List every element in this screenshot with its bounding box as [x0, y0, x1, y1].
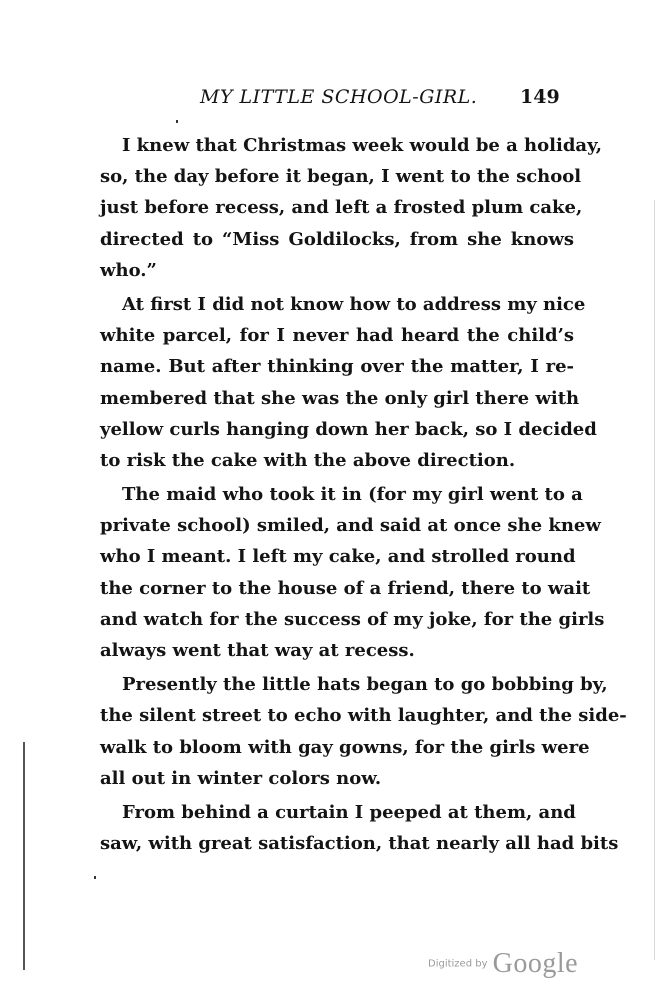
scan-margin-line — [23, 742, 25, 970]
text-line: At first I did not know how to address my nice — [122, 293, 586, 315]
watermark-prefix: Digitized by — [428, 958, 488, 970]
text-line: yellow curls hanging down her back, so I decided — [100, 418, 597, 440]
text-line: private school) smiled, and said at once she knew — [100, 515, 601, 537]
text-line: membered that she was the only girl there with — [100, 387, 580, 409]
text-line: who.” — [100, 259, 157, 281]
text-line: who I meant. I left my cake, and strolled round — [100, 546, 576, 568]
text-line: all out in winter colors now. — [100, 767, 382, 789]
google-logo: Google — [492, 948, 579, 979]
running-title: MY LITTLE SCHOOL-GIRL. — [200, 86, 478, 108]
text-line: so, the day before it began, I went to the school — [100, 166, 582, 188]
text-line: the silent street to echo with laughter, and the side- — [100, 705, 627, 727]
text-line: directed to “Miss Goldilocks, from she knows — [100, 228, 574, 250]
text-line: just before recess, and left a frosted plum cake, — [100, 197, 583, 219]
text-line: the corner to the house of a friend, there to wait — [100, 577, 591, 599]
text-line: Presently the little hats began to go bobbing by, — [122, 674, 608, 696]
text-line: From behind a curtain I peeped at them, and — [122, 801, 576, 823]
text-line: The maid who took it in (for my girl went to a — [122, 484, 583, 506]
body-text — [100, 130, 627, 859]
text-line: white parcel, for I never had heard the child’s — [100, 325, 574, 347]
digitized-watermark — [428, 948, 578, 980]
ink-speck — [176, 120, 178, 123]
text-line: always went that way at recess. — [100, 640, 415, 661]
text-line: name. But after thinking over the matter, I re- — [100, 356, 574, 378]
text-line: walk to bloom with gay gowns, for the girls were — [100, 736, 590, 758]
page-number: 149 — [520, 86, 560, 108]
text-line: I knew that Christmas week would be a holiday, — [122, 135, 603, 156]
text-line: to risk the cake with the above direction. — [100, 449, 516, 471]
scan-margin-line — [654, 200, 655, 960]
text-line: saw, with great satisfaction, that nearly all had bits — [100, 833, 619, 855]
text-line: and watch for the success of my joke, for the girls — [100, 608, 605, 630]
ink-speck — [94, 876, 96, 879]
